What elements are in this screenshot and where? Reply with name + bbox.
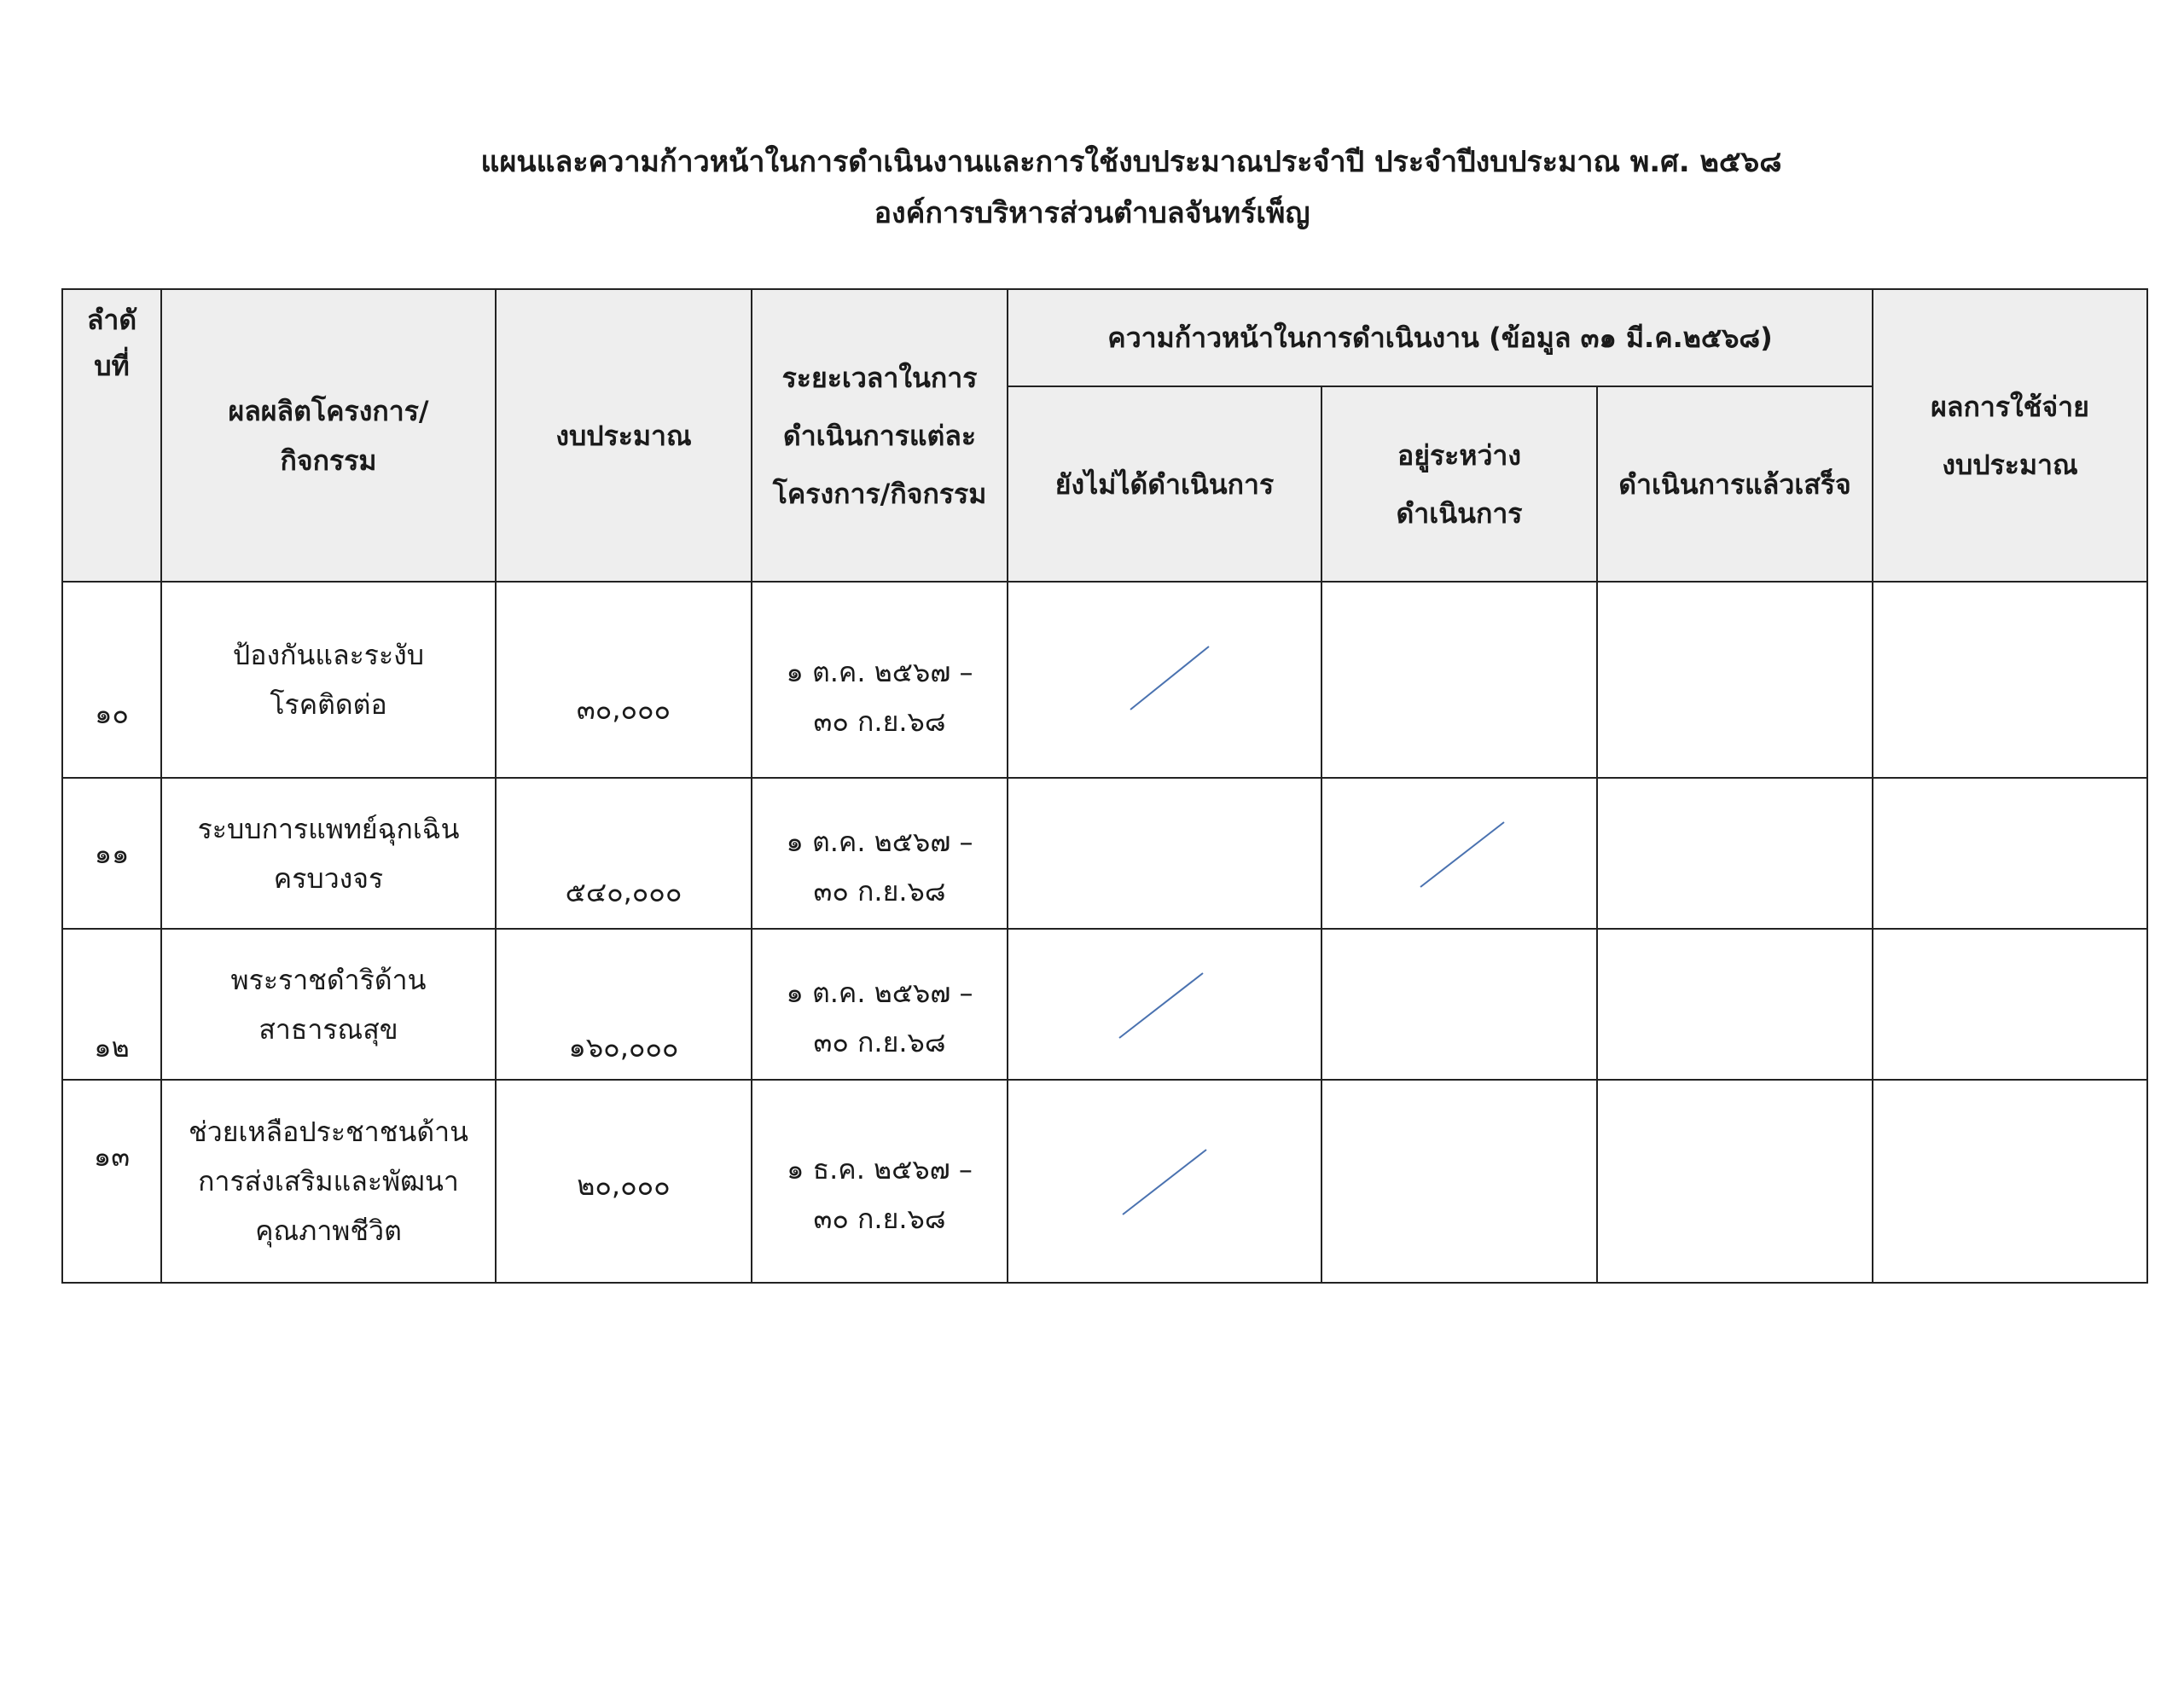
document-title: แผนและความก้าวหน้าในการดำเนินงานและการใช้งบประมาณประจำปี ประจำปีงบประมาณ พ.ศ. ๒๕๖๘ xyxy=(480,145,1782,179)
row-seq: ๑๓ xyxy=(62,1080,161,1283)
table-row xyxy=(62,582,2147,778)
row-budget: ๑๖๐,๐๐๐ xyxy=(496,929,752,1080)
status-in-progress-cell xyxy=(1321,778,1597,929)
organization-name: องค์การบริหารส่วนตำบลจันทร์เพ็ญ xyxy=(874,196,1310,230)
status-completed-cell xyxy=(1597,582,1873,778)
document-title-block xyxy=(0,136,2184,239)
status-completed-cell xyxy=(1597,1080,1873,1283)
row-period: ๑ ธ.ค. ๒๕๖๗ – ๓๐ ก.ย.๖๘ xyxy=(752,1080,1008,1283)
check-mark-icon xyxy=(1109,966,1220,1043)
header-progress: ความก้าวหน้าในการดำเนินงาน (ข้อมูล ๓๑ มี.ค.๒๕๖๘) xyxy=(1008,289,1873,386)
header-period: ระยะเวลาในการดำเนินการแต่ละโครงการ/กิจกรรม xyxy=(752,289,1008,582)
row-budget: ๒๐,๐๐๐ xyxy=(496,1080,752,1283)
expense-cell xyxy=(1873,1080,2147,1283)
status-in-progress-cell xyxy=(1321,582,1597,778)
row-project: ป้องกันและระงับโรคติดต่อ xyxy=(161,582,496,778)
row-seq: ๑๑ xyxy=(62,778,161,929)
status-completed-cell xyxy=(1597,778,1873,929)
row-project: พระราชดำริด้านสาธารณสุข xyxy=(161,929,496,1080)
status-in-progress-cell xyxy=(1321,1080,1597,1283)
table-row xyxy=(62,929,2147,1080)
table-row xyxy=(62,1080,2147,1283)
check-mark-icon xyxy=(1409,815,1511,892)
status-in-progress-cell xyxy=(1321,929,1597,1080)
table-row xyxy=(62,778,2147,929)
header-not-started: ยังไม่ได้ดำเนินการ xyxy=(1008,386,1321,582)
status-not-started-cell xyxy=(1008,929,1321,1080)
row-project: ระบบการแพทย์ฉุกเฉินครบวงจร xyxy=(161,778,496,929)
status-completed-cell xyxy=(1597,929,1873,1080)
status-not-started-cell xyxy=(1008,1080,1321,1283)
check-mark-icon xyxy=(1113,641,1216,718)
progress-table xyxy=(61,288,2148,1284)
check-mark-icon xyxy=(1109,1143,1220,1220)
row-seq: ๑๐ xyxy=(62,582,161,778)
header-seq: ลำดับที่ xyxy=(62,289,161,582)
row-budget: ๓๐,๐๐๐ xyxy=(496,582,752,778)
header-completed: ดำเนินการแล้วเสร็จ xyxy=(1597,386,1873,582)
expense-cell xyxy=(1873,929,2147,1080)
status-not-started-cell xyxy=(1008,582,1321,778)
row-period: ๑ ต.ค. ๒๕๖๗ – ๓๐ ก.ย.๖๘ xyxy=(752,582,1008,778)
row-period: ๑ ต.ค. ๒๕๖๗ – ๓๐ ก.ย.๖๘ xyxy=(752,929,1008,1080)
expense-cell xyxy=(1873,582,2147,778)
expense-cell xyxy=(1873,778,2147,929)
header-budget: งบประมาณ xyxy=(496,289,752,582)
status-not-started-cell xyxy=(1008,778,1321,929)
header-project: ผลผลิตโครงการ/กิจกรรม xyxy=(161,289,496,582)
row-project: ช่วยเหลือประชาชนด้านการส่งเสริมและพัฒนาคุณภาพชีวิต xyxy=(161,1080,496,1283)
row-budget: ๕๔๐,๐๐๐ xyxy=(496,778,752,929)
row-period: ๑ ต.ค. ๒๕๖๗ – ๓๐ ก.ย.๖๘ xyxy=(752,778,1008,929)
header-in-progress: อยู่ระหว่างดำเนินการ xyxy=(1321,386,1597,582)
row-seq: ๑๒ xyxy=(62,929,161,1080)
header-expense: ผลการใช้จ่ายงบประมาณ xyxy=(1873,289,2147,582)
